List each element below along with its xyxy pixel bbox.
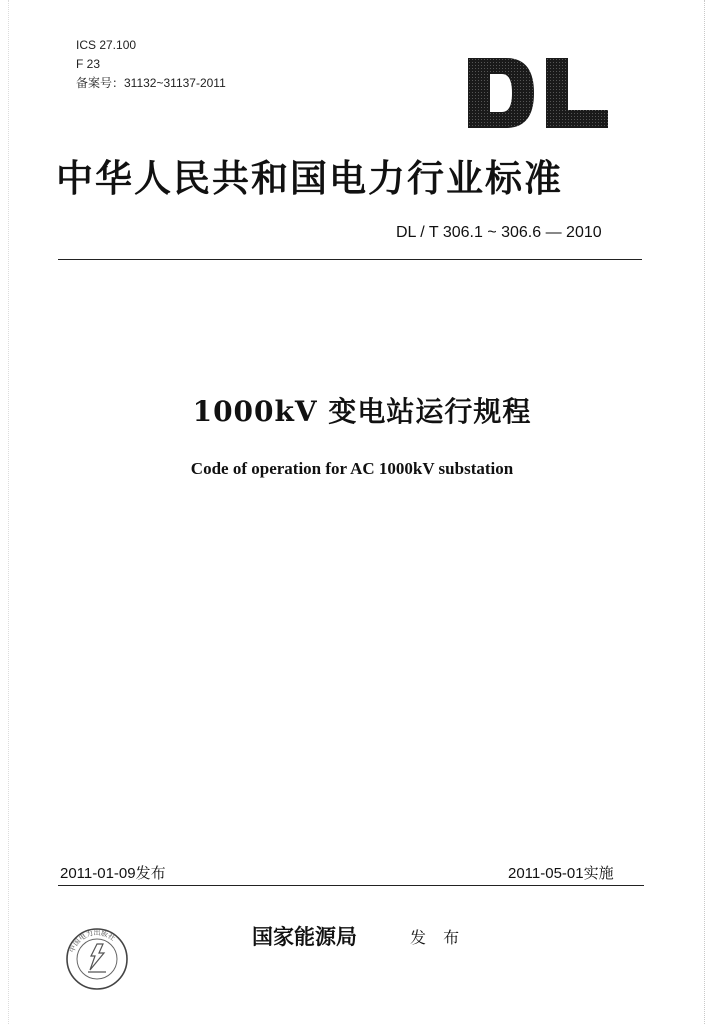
standard-category-title: 中华人民共和国电力行业标准	[56, 156, 563, 200]
dl-logo-letter-l	[546, 58, 608, 128]
ics-code: ICS 27.100	[76, 38, 137, 52]
document-title: 1000kV 变电站运行规程	[192, 395, 532, 428]
document-subtitle-english: Code of operation for AC 1000kV substation	[190, 459, 514, 478]
dl-logo	[468, 58, 608, 128]
scan-edge-left	[8, 0, 10, 1024]
dl-logo-letter-d	[468, 58, 534, 128]
footer-divider	[58, 885, 644, 886]
svg-text:中国电力出版社: 中国电力出版社	[67, 928, 117, 954]
issue-date: 2011-01-09发布	[60, 865, 166, 882]
issuing-authority: 国家能源局	[252, 924, 357, 949]
effective-date: 2011-05-01实施	[508, 865, 614, 882]
header-divider	[58, 259, 642, 260]
standard-number: DL / T 306.1 ~ 306.6 — 2010	[396, 224, 602, 241]
publisher-seal-icon	[64, 926, 130, 992]
header-meta	[76, 36, 226, 93]
filing-number: 备案号：31132~31137-2011	[76, 76, 226, 90]
issue-action-label: 发 布	[410, 928, 466, 947]
scan-edge-right	[704, 0, 706, 1024]
classification-code: F 23	[76, 57, 101, 71]
